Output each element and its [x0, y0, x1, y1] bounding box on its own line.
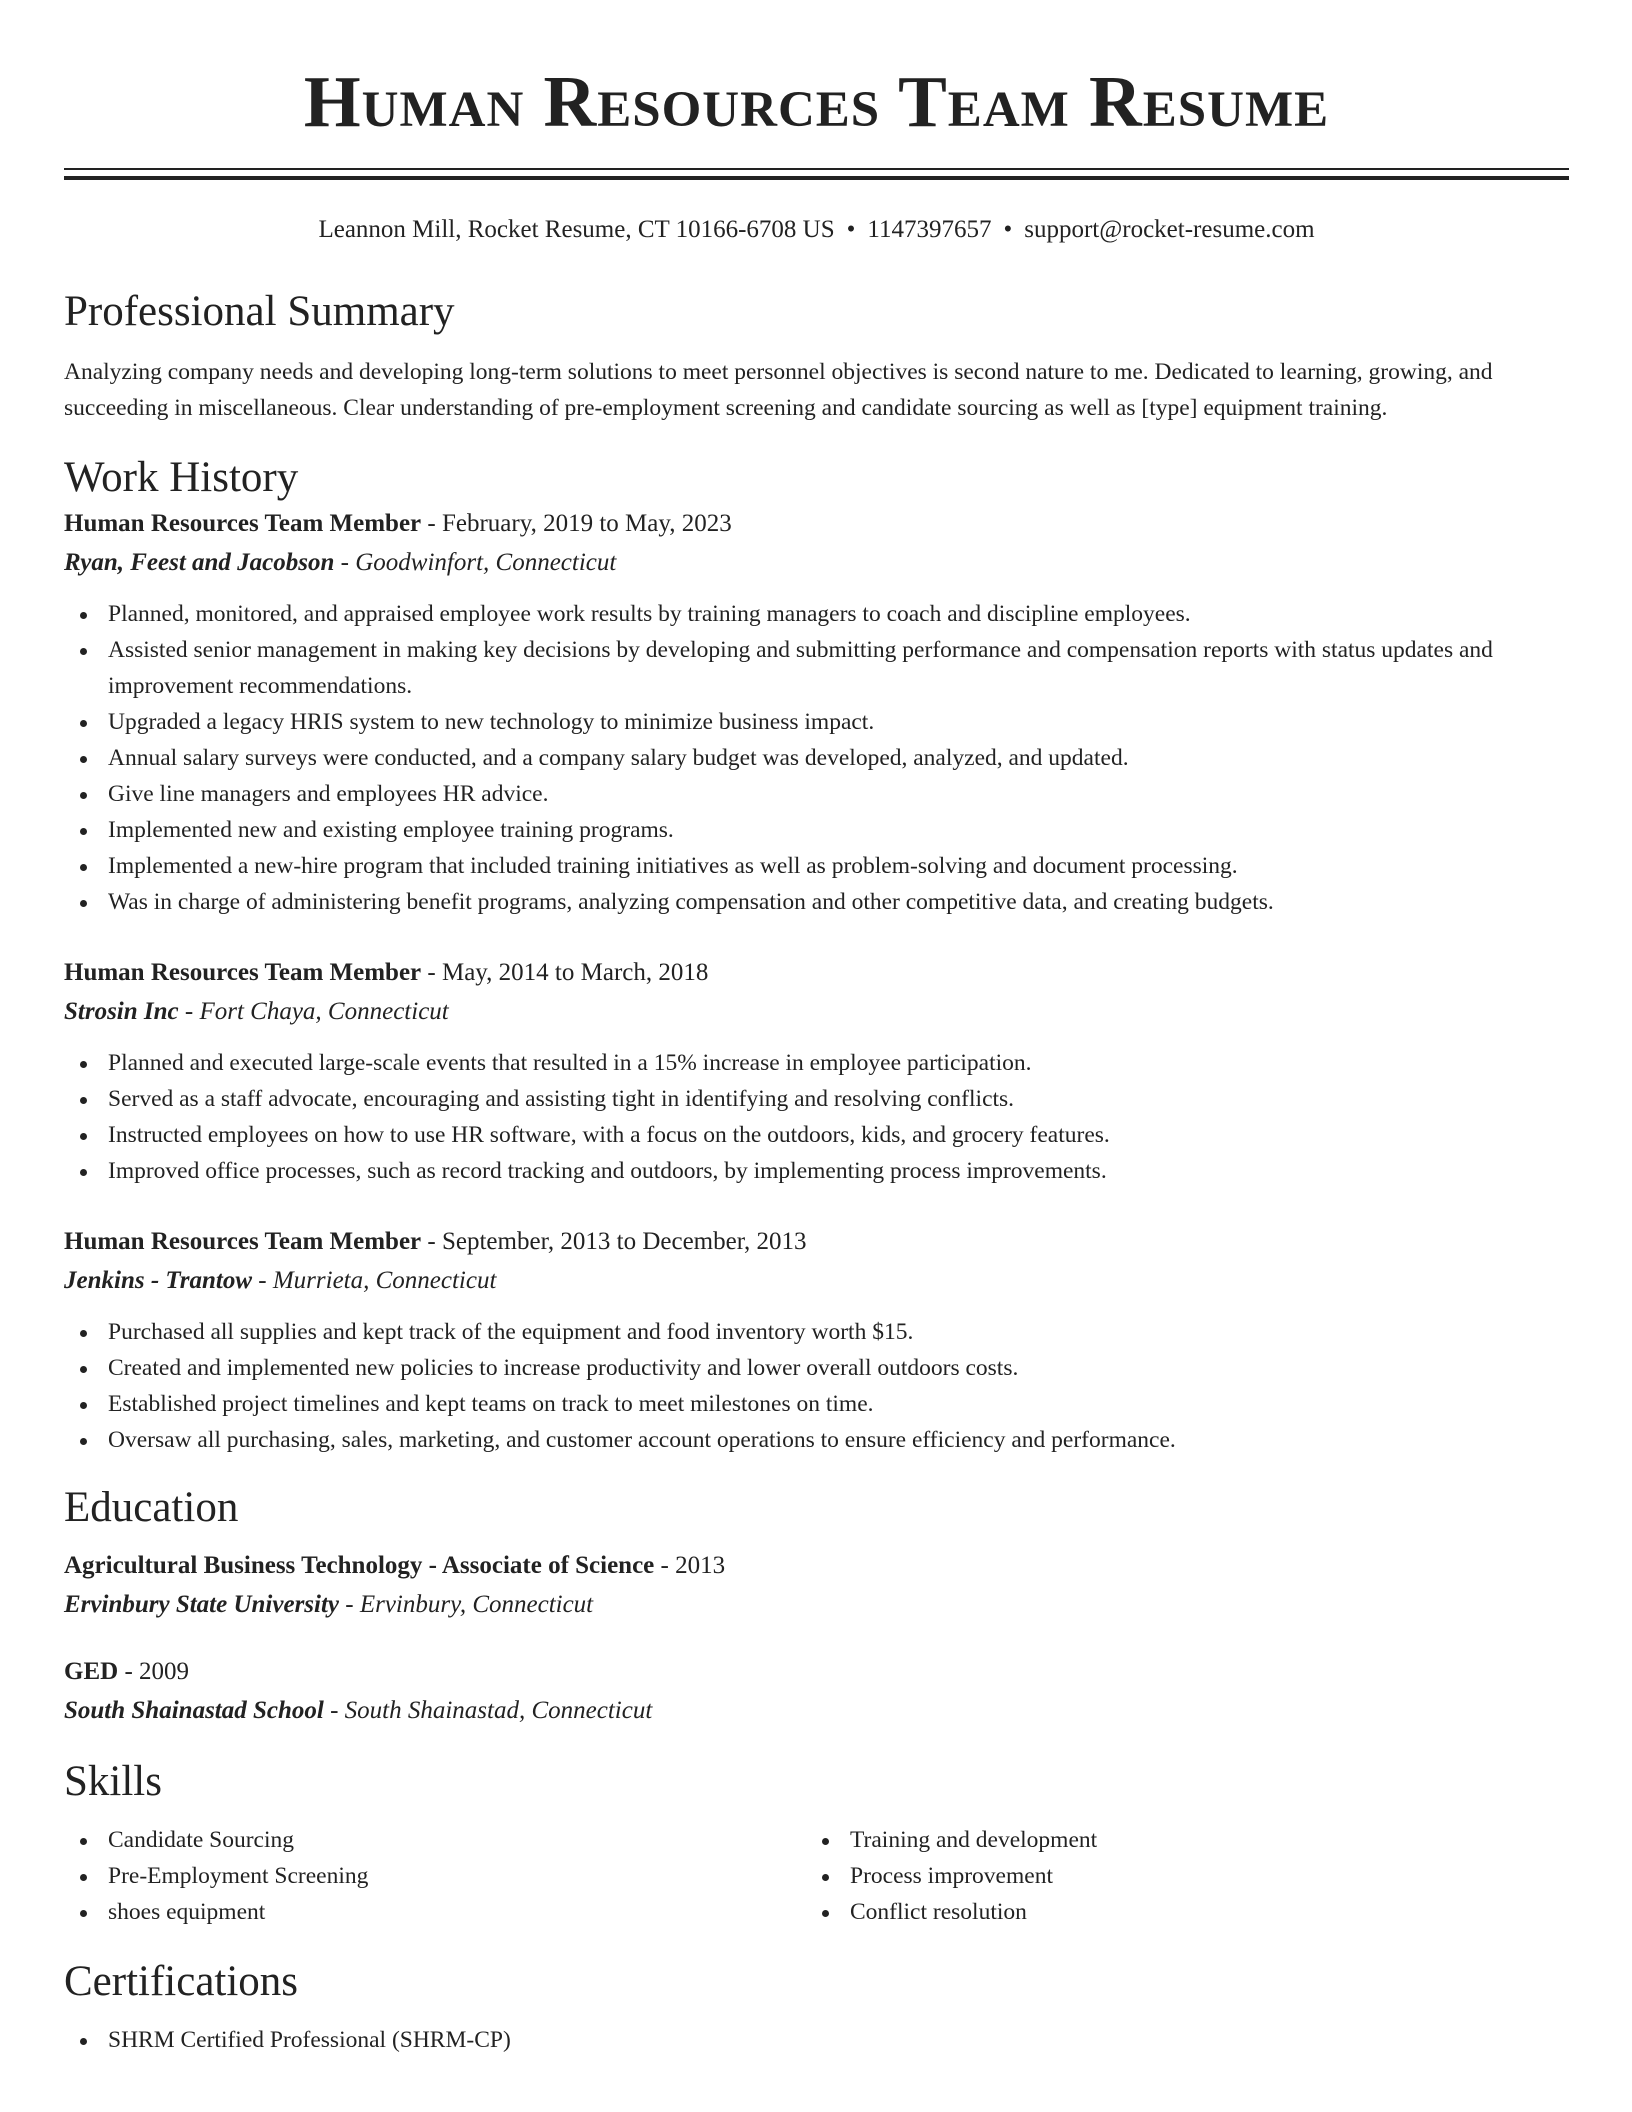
job-dates: - February, 2019 to May, 2023: [421, 510, 732, 537]
education-entry: [64, 1652, 1569, 1730]
resume-title: Human Resources Team Resume: [303, 61, 1330, 142]
job-bullet: Assisted senior management in making key decisions by developing and submitting performance and compensation reports with status updates and improvement recommendations.: [64, 632, 1569, 704]
employer-name: Jenkins - Trantow: [64, 1267, 253, 1294]
school-name: South Shainastad School: [64, 1697, 324, 1724]
job-title: Human Resources Team Member: [64, 510, 422, 537]
skill-item: Candidate Sourcing: [64, 1822, 806, 1858]
contact-line: [64, 214, 1569, 246]
skills-right-column: [806, 1822, 1548, 1930]
degree-line: [64, 1652, 1569, 1692]
employer-line: [64, 1262, 1569, 1300]
job-entry: [64, 953, 1569, 1189]
job-dates: - September, 2013 to December, 2013: [421, 1228, 807, 1255]
job-title-line: [64, 504, 1569, 544]
job-title-line: [64, 953, 1569, 993]
contact-separator: •: [846, 216, 856, 243]
degree-year: - 2013: [654, 1552, 726, 1579]
job-bullets: [64, 1045, 1569, 1189]
job-bullet: Served as a staff advocate, encouraging and assisting tight in identifying and resolving conflicts.: [64, 1081, 1569, 1117]
job-bullet: Planned, monitored, and appraised employee work results by training managers to coach and discipline employees.: [64, 596, 1569, 632]
contact-phone: 1147397657: [867, 216, 992, 243]
certifications-heading: Certifications: [64, 1958, 299, 2005]
job-bullet: Established project timelines and kept teams on track to meet milestones on time.: [64, 1386, 1569, 1422]
job-entry: [64, 1222, 1569, 1458]
education-entry: [64, 1546, 1569, 1624]
job-bullet: Improved office processes, such as record tracking and outdoors, by implementing process improvements.: [64, 1153, 1569, 1189]
school-location: - South Shainastad, Connecticut: [323, 1697, 653, 1724]
skills-left-column: [64, 1822, 806, 1930]
certifications-list: [64, 2022, 1569, 2058]
job-entry: [64, 504, 1569, 920]
school-line: [64, 1586, 1569, 1624]
job-title: Human Resources Team Member: [64, 1228, 422, 1255]
certification-item: SHRM Certified Professional (SHRM-CP): [64, 2022, 1569, 2058]
school-name: Ervinbury State University: [64, 1591, 340, 1618]
job-title: Human Resources Team Member: [64, 959, 422, 986]
degree-name: Agricultural Business Technology - Associate of Science: [64, 1552, 655, 1579]
skills-columns: [64, 1822, 1569, 1930]
job-bullet: Instructed employees on how to use HR software, with a focus on the outdoors, kids, and grocery features.: [64, 1117, 1569, 1153]
skills-heading: Skills: [64, 1758, 162, 1805]
degree-line: [64, 1546, 1569, 1586]
job-dates: - May, 2014 to March, 2018: [421, 959, 709, 986]
employer-name: Strosin Inc: [64, 998, 179, 1025]
job-bullet: Upgraded a legacy HRIS system to new technology to minimize business impact.: [64, 704, 1569, 740]
resume-page: [64, 0, 1569, 2058]
education-heading: Education: [64, 1484, 239, 1531]
employer-line: [64, 544, 1569, 582]
employer-location: - Murrieta, Connecticut: [252, 1267, 497, 1294]
skill-item: shoes equipment: [64, 1894, 806, 1930]
job-bullet: Oversaw all purchasing, sales, marketing, and customer account operations to ensure efficiency and performance.: [64, 1422, 1569, 1458]
employer-line: [64, 993, 1569, 1031]
job-bullet: Purchased all supplies and kept track of the equipment and food inventory worth $15.: [64, 1314, 1569, 1350]
job-title-line: [64, 1222, 1569, 1262]
job-bullet: Created and implemented new policies to increase productivity and lower overall outdoors costs.: [64, 1350, 1569, 1386]
title-divider-thin: [64, 168, 1569, 170]
school-line: [64, 1692, 1569, 1730]
title-divider-thick: [64, 176, 1569, 180]
summary-heading: Professional Summary: [64, 288, 455, 335]
employer-location: - Fort Chaya, Connecticut: [178, 998, 449, 1025]
job-bullet: Planned and executed large-scale events that resulted in a 15% increase in employee participation.: [64, 1045, 1569, 1081]
job-bullet: Implemented a new-hire program that included training initiatives as well as problem-solving and document processing.: [64, 848, 1569, 884]
contact-separator: •: [1003, 216, 1013, 243]
employer-location: - Goodwinfort, Connecticut: [334, 549, 617, 576]
skill-item: Process improvement: [806, 1858, 1548, 1894]
degree-name: GED: [64, 1658, 119, 1685]
job-bullet: Give line managers and employees HR advice.: [64, 776, 1569, 812]
contact-email: support@rocket-resume.com: [1024, 216, 1315, 243]
job-bullets: [64, 1314, 1569, 1458]
job-bullet: Annual salary surveys were conducted, and a company salary budget was developed, analyzed, and updated.: [64, 740, 1569, 776]
job-bullet: Was in charge of administering benefit programs, analyzing compensation and other competitive data, and creating budgets.: [64, 884, 1569, 920]
skill-item: Pre-Employment Screening: [64, 1858, 806, 1894]
job-bullets: [64, 596, 1569, 920]
employer-name: Ryan, Feest and Jacobson: [64, 549, 335, 576]
degree-year: - 2009: [118, 1658, 190, 1685]
skill-item: Conflict resolution: [806, 1894, 1548, 1930]
work-history-heading: Work History: [64, 454, 299, 501]
summary-text: Analyzing company needs and developing long-term solutions to meet personnel objectives is second nature to me. Dedicated to learning, growing, and succeeding in miscellaneous. Clear understanding of pre-employment screening and candidate sourcing as well as [type] equipment training.: [64, 359, 1493, 421]
job-bullet: Implemented new and existing employee training programs.: [64, 812, 1569, 848]
school-location: - Ervinbury, Connecticut: [339, 1591, 594, 1618]
contact-address: Leannon Mill, Rocket Resume, CT 10166-6708 US: [318, 216, 835, 243]
skill-item: Training and development: [806, 1822, 1548, 1858]
